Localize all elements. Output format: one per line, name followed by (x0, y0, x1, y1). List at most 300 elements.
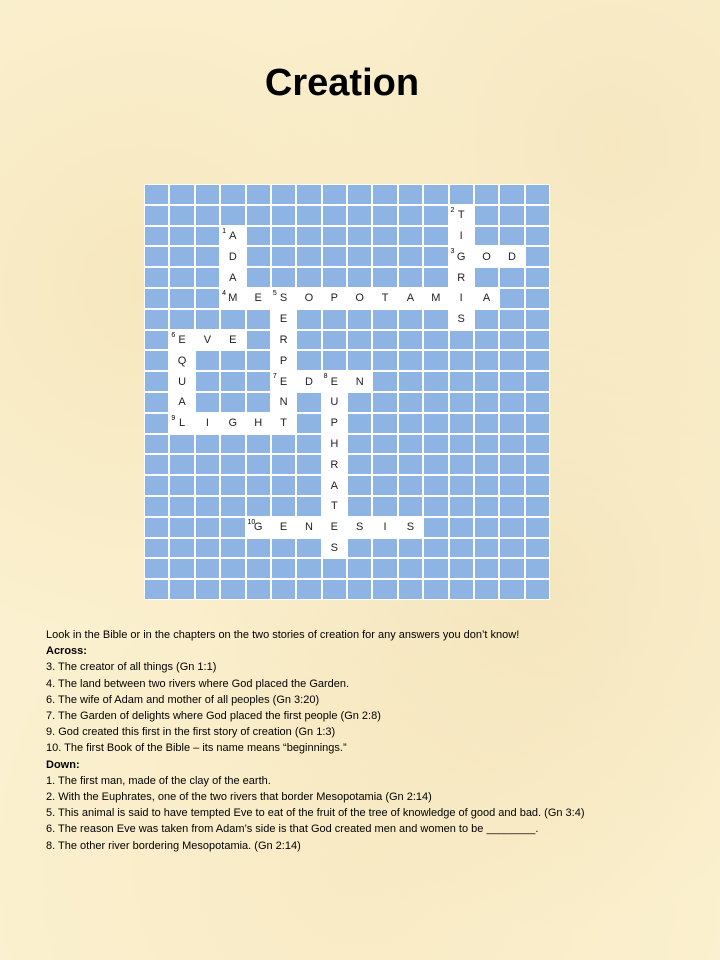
grid-cell-block (348, 310, 371, 329)
grid-cell-block (170, 580, 193, 599)
grid-cell-block (221, 435, 244, 454)
grid-cell-block (526, 289, 549, 308)
grid-cell-block (500, 497, 523, 516)
cell-letter: A (330, 479, 338, 492)
grid-cell-block (170, 435, 193, 454)
grid-cell-block (323, 310, 346, 329)
crossword-grid (144, 184, 550, 600)
grid-cell-block (272, 455, 295, 474)
grid-cell-block (424, 206, 447, 225)
grid-cell-block (145, 268, 168, 287)
across-clue: 6. The wife of Adam and mother of all peoples (Gn 3:20) (46, 693, 320, 706)
grid-cell-block (526, 497, 549, 516)
cell-letter: H (254, 417, 263, 430)
grid-cell-block (399, 247, 422, 266)
grid-cell-block (500, 227, 523, 246)
grid-cell-block (450, 372, 473, 391)
grid-cell-block (272, 206, 295, 225)
grid-cell-block (450, 476, 473, 495)
grid-cell-block (399, 435, 422, 454)
grid-cell-block (247, 247, 270, 266)
grid-cell-block (145, 518, 168, 537)
grid-cell-block (373, 185, 396, 204)
down-clue: 2. With the Euphrates, one of the two rivers that border Mesopotamia (Gn 2:14) (46, 791, 432, 804)
grid-cell-block (170, 310, 193, 329)
grid-cell-block (297, 206, 320, 225)
cell-letter: N (279, 396, 288, 409)
grid-cell-block (500, 185, 523, 204)
grid-cell-block (196, 289, 219, 308)
grid-cell-block (297, 227, 320, 246)
clues-intro: Look in the Bible or in the chapters on the two stories of creation for any answers you don’t know! (46, 629, 520, 641)
grid-cell-block (526, 476, 549, 495)
grid-cell-open (272, 289, 295, 308)
clue-number: 3 (450, 248, 455, 256)
grid-cell-block (145, 539, 168, 558)
grid-cell-block (526, 539, 549, 558)
grid-cell-block (145, 455, 168, 474)
grid-cell-block (348, 539, 371, 558)
across-clue: 9. God created this first in the first story of creation (Gn 1:3) (46, 726, 336, 739)
grid-cell-block (399, 497, 422, 516)
grid-cell-block (145, 351, 168, 370)
cell-letter: R (279, 333, 288, 346)
grid-cell-block (500, 580, 523, 599)
grid-cell-block (399, 268, 422, 287)
grid-cell-block (145, 372, 168, 391)
grid-cell-open (272, 310, 295, 329)
grid-cell-block (196, 372, 219, 391)
grid-cell-block (500, 331, 523, 350)
grid-cell-block (221, 559, 244, 578)
grid-cell-block (247, 455, 270, 474)
grid-cell-block (424, 268, 447, 287)
grid-cell-block (297, 268, 320, 287)
grid-cell-block (221, 580, 244, 599)
grid-cell-block (348, 393, 371, 412)
grid-cell-block (145, 393, 168, 412)
grid-cell-block (373, 497, 396, 516)
grid-cell-open (323, 435, 346, 454)
grid-cell-block (272, 227, 295, 246)
grid-cell-block (526, 331, 549, 350)
grid-cell-block (196, 227, 219, 246)
cell-letter: Q (177, 354, 187, 367)
grid-cell-block (272, 247, 295, 266)
grid-cell-open (221, 289, 244, 308)
grid-cell-block (450, 539, 473, 558)
grid-cell-block (297, 497, 320, 516)
grid-cell-open (323, 518, 346, 537)
grid-cell-block (399, 580, 422, 599)
grid-cell-open (221, 414, 244, 433)
grid-cell-block (373, 206, 396, 225)
grid-cell-block (373, 331, 396, 350)
grid-cell-block (399, 206, 422, 225)
cell-letter: S (356, 521, 364, 534)
grid-cell-block (526, 206, 549, 225)
grid-cell-block (373, 580, 396, 599)
grid-cell-open (170, 351, 193, 370)
cell-letter: H (330, 437, 339, 450)
grid-cell-block (272, 580, 295, 599)
grid-cell-block (424, 227, 447, 246)
grid-cell-block (170, 247, 193, 266)
grid-cell-block (348, 497, 371, 516)
grid-cell-block (247, 351, 270, 370)
grid-cell-block (475, 455, 498, 474)
grid-cell-open (348, 518, 371, 537)
grid-cell-block (196, 476, 219, 495)
grid-cell-block (247, 393, 270, 412)
grid-cell-block (272, 559, 295, 578)
grid-cell-block (170, 206, 193, 225)
grid-cell-block (145, 289, 168, 308)
grid-cell-block (373, 455, 396, 474)
cell-letter: T (280, 417, 287, 430)
cell-letter: P (279, 354, 288, 367)
grid-cell-block (475, 310, 498, 329)
grid-cell-block (348, 559, 371, 578)
grid-cell-block (323, 185, 346, 204)
grid-cell-block (196, 268, 219, 287)
grid-cell-block (450, 331, 473, 350)
grid-cell-block (399, 185, 422, 204)
cell-letter: G (456, 250, 466, 263)
grid-cell-block (500, 206, 523, 225)
cell-letter: T (381, 292, 389, 305)
clue-number: 9 (171, 414, 176, 422)
grid-cell-block (348, 206, 371, 225)
down-clue: 1. The first man, made of the clay of the earth. (46, 774, 271, 787)
grid-cell-block (424, 331, 447, 350)
grid-cell-block (145, 227, 168, 246)
grid-cell-block (373, 310, 396, 329)
grid-cell-block (500, 268, 523, 287)
grid-cell-block (247, 559, 270, 578)
grid-cell-open (450, 206, 473, 225)
cell-letter: R (330, 458, 339, 471)
grid-cell-block (500, 393, 523, 412)
grid-cell-block (526, 455, 549, 474)
grid-cell-block (500, 435, 523, 454)
grid-cell-block (348, 580, 371, 599)
grid-cell-block (145, 580, 168, 599)
grid-cell-block (526, 518, 549, 537)
down-clue: 6. The reason Eve was taken from Adam’s side is that God created men and women to be ________. (46, 823, 539, 836)
grid-cell-block (373, 539, 396, 558)
cell-letter: O (482, 250, 491, 263)
grid-cell-block (450, 414, 473, 433)
grid-cell-block (247, 476, 270, 495)
grid-cell-open (323, 539, 346, 558)
grid-cell-block (348, 268, 371, 287)
grid-cell-block (145, 476, 168, 495)
cell-letter: U (330, 396, 339, 409)
grid-cell-block (145, 559, 168, 578)
grid-cell-block (323, 580, 346, 599)
grid-cell-block (475, 351, 498, 370)
grid-cell-open (170, 372, 193, 391)
cell-letter: N (355, 375, 364, 388)
cell-letter: U (178, 375, 187, 388)
grid-cell-block (221, 518, 244, 537)
grid-cell-block (475, 331, 498, 350)
grid-cell-open (297, 372, 320, 391)
grid-cell-open (323, 497, 346, 516)
cell-letter: D (304, 375, 313, 388)
grid-cell-block (145, 247, 168, 266)
cell-letter: G (228, 417, 238, 430)
grid-cell-block (475, 435, 498, 454)
grid-cell-open (323, 455, 346, 474)
across-clue: 7. The Garden of delights where God placed the first people (Gn 2:8) (46, 710, 381, 723)
grid-cell-block (475, 580, 498, 599)
grid-cell-block (526, 268, 549, 287)
cell-letter: E (254, 292, 262, 305)
grid-cell-open (170, 414, 193, 433)
grid-cell-open (297, 289, 320, 308)
grid-cell-open (373, 289, 396, 308)
grid-cell-block (272, 497, 295, 516)
grid-cell-block (145, 331, 168, 350)
cell-letter: O (304, 292, 314, 305)
grid-cell-open (196, 331, 219, 350)
grid-cell-block (247, 539, 270, 558)
grid-cell-open (297, 518, 320, 537)
grid-cell-block (373, 476, 396, 495)
grid-cell-open (399, 289, 422, 308)
grid-cell-block (247, 185, 270, 204)
grid-cell-block (272, 268, 295, 287)
cell-letter: S (279, 292, 288, 305)
grid-cell-open (450, 227, 473, 246)
grid-cell-block (196, 310, 219, 329)
cell-letter: M (431, 292, 441, 305)
grid-cell-block (475, 497, 498, 516)
across-heading: Across: (46, 645, 87, 658)
grid-cell-block (424, 310, 447, 329)
grid-cell-block (348, 185, 371, 204)
cell-letter: E (178, 333, 186, 346)
grid-cell-block (348, 476, 371, 495)
grid-cell-block (424, 497, 447, 516)
grid-cell-block (221, 393, 244, 412)
grid-cell-block (500, 539, 523, 558)
grid-cell-block (247, 435, 270, 454)
grid-cell-block (297, 185, 320, 204)
grid-cell-block (170, 476, 193, 495)
grid-cell-block (196, 393, 219, 412)
grid-cell-block (170, 518, 193, 537)
grid-cell-block (221, 206, 244, 225)
grid-cell-block (399, 559, 422, 578)
grid-cell-block (272, 435, 295, 454)
cell-letter: D (228, 250, 237, 263)
grid-cell-block (424, 372, 447, 391)
grid-cell-block (424, 393, 447, 412)
grid-cell-block (500, 372, 523, 391)
grid-cell-open (272, 351, 295, 370)
grid-cell-block (170, 559, 193, 578)
grid-cell-block (170, 539, 193, 558)
grid-cell-block (500, 351, 523, 370)
grid-cell-block (450, 497, 473, 516)
grid-cell-block (348, 435, 371, 454)
grid-cell-open (221, 227, 244, 246)
grid-cell-block (348, 227, 371, 246)
cell-letter: E (330, 521, 338, 534)
grid-cell-block (475, 206, 498, 225)
grid-cell-block (221, 310, 244, 329)
grid-cell-block (297, 476, 320, 495)
grid-cell-block (500, 559, 523, 578)
cell-letter: I (459, 229, 463, 242)
grid-cell-block (526, 580, 549, 599)
grid-cell-open (323, 372, 346, 391)
cell-letter: N (304, 521, 313, 534)
page-title: Creation (264, 62, 420, 104)
grid-cell-block (424, 539, 447, 558)
cell-letter: G (253, 521, 263, 534)
grid-cell-block (196, 497, 219, 516)
grid-cell-block (424, 455, 447, 474)
grid-cell-open (247, 414, 270, 433)
cell-letter: P (330, 292, 338, 305)
grid-cell-open (348, 372, 371, 391)
grid-cell-block (323, 351, 346, 370)
grid-cell-block (475, 539, 498, 558)
grid-cell-block (170, 268, 193, 287)
grid-cell-block (424, 476, 447, 495)
grid-cell-open (475, 247, 498, 266)
grid-cell-open (247, 518, 270, 537)
grid-cell-block (475, 185, 498, 204)
grid-cell-block (272, 185, 295, 204)
grid-cell-block (450, 518, 473, 537)
grid-cell-block (221, 185, 244, 204)
grid-cell-block (196, 455, 219, 474)
grid-cell-block (221, 539, 244, 558)
grid-cell-block (348, 455, 371, 474)
grid-cell-block (297, 539, 320, 558)
grid-cell-block (526, 185, 549, 204)
cell-letter: O (355, 292, 364, 305)
grid-cell-open (424, 289, 447, 308)
clue-number: 5 (272, 290, 277, 297)
grid-cell-open (450, 247, 473, 266)
cell-letter: E (279, 313, 288, 326)
grid-cell-block (424, 435, 447, 454)
grid-cell-block (373, 268, 396, 287)
grid-cell-block (297, 580, 320, 599)
grid-cell-block (373, 227, 396, 246)
grid-cell-block (221, 497, 244, 516)
grid-cell-block (196, 539, 219, 558)
clue-number: 10 (247, 518, 256, 526)
grid-cell-open (170, 331, 193, 350)
grid-cell-block (475, 559, 498, 578)
grid-cell-block (373, 559, 396, 578)
grid-cell-block (247, 206, 270, 225)
cell-letter: I (459, 292, 463, 305)
grid-cell-block (170, 185, 193, 204)
grid-cell-block (323, 227, 346, 246)
grid-cell-block (526, 435, 549, 454)
grid-cell-block (272, 476, 295, 495)
grid-cell-block (221, 455, 244, 474)
grid-cell-block (297, 331, 320, 350)
cell-letter: T (457, 209, 465, 222)
down-clue: 5. This animal is said to have tempted Eve to eat of the fruit of the tree of knowledge of good and bad. (Gn 3:4) (46, 807, 585, 820)
cell-letter: D (507, 250, 516, 263)
grid-cell-open (450, 289, 473, 308)
grid-cell-block (247, 268, 270, 287)
grid-cell-open (272, 414, 295, 433)
cell-letter: P (330, 417, 338, 430)
down-heading: Down: (46, 758, 80, 771)
cell-letter: L (179, 417, 186, 430)
cell-letter: T (330, 500, 338, 513)
grid-cell-block (247, 497, 270, 516)
grid-cell-block (297, 310, 320, 329)
grid-cell-block (247, 372, 270, 391)
cell-letter: A (482, 292, 491, 305)
grid-cell-block (399, 310, 422, 329)
cell-letter: E (279, 375, 288, 388)
grid-cell-open (450, 268, 473, 287)
grid-cell-block (348, 414, 371, 433)
grid-cell-open (196, 414, 219, 433)
grid-cell-block (475, 393, 498, 412)
cell-letter: E (279, 521, 288, 534)
grid-cell-open (247, 289, 270, 308)
cell-letter: V (203, 333, 212, 346)
grid-cell-block (399, 455, 422, 474)
grid-cell-block (399, 331, 422, 350)
grid-cell-open (475, 289, 498, 308)
clue-number: 7 (272, 373, 277, 381)
grid-cell-block (145, 206, 168, 225)
grid-cell-block (247, 331, 270, 350)
grid-cell-block (373, 414, 396, 433)
grid-cell-block (526, 393, 549, 412)
grid-cell-block (196, 518, 219, 537)
grid-cell-open (348, 289, 371, 308)
grid-cell-block (323, 268, 346, 287)
grid-cell-block (297, 414, 320, 433)
grid-cell-block (196, 185, 219, 204)
grid-cell-open (272, 393, 295, 412)
cell-letter: S (406, 521, 415, 534)
grid-cell-block (475, 268, 498, 287)
grid-cell-block (450, 185, 473, 204)
grid-cell-block (500, 455, 523, 474)
grid-cell-open (373, 518, 396, 537)
grid-cell-block (399, 351, 422, 370)
grid-cell-block (145, 185, 168, 204)
grid-cell-block (170, 497, 193, 516)
grid-cell-block (424, 185, 447, 204)
grid-cell-block (145, 435, 168, 454)
cell-letter: I (205, 417, 209, 430)
grid-cell-block (297, 393, 320, 412)
grid-cell-block (221, 476, 244, 495)
grid-cell-block (399, 227, 422, 246)
grid-cell-block (323, 247, 346, 266)
grid-cell-block (526, 247, 549, 266)
clues-section (46, 627, 686, 854)
